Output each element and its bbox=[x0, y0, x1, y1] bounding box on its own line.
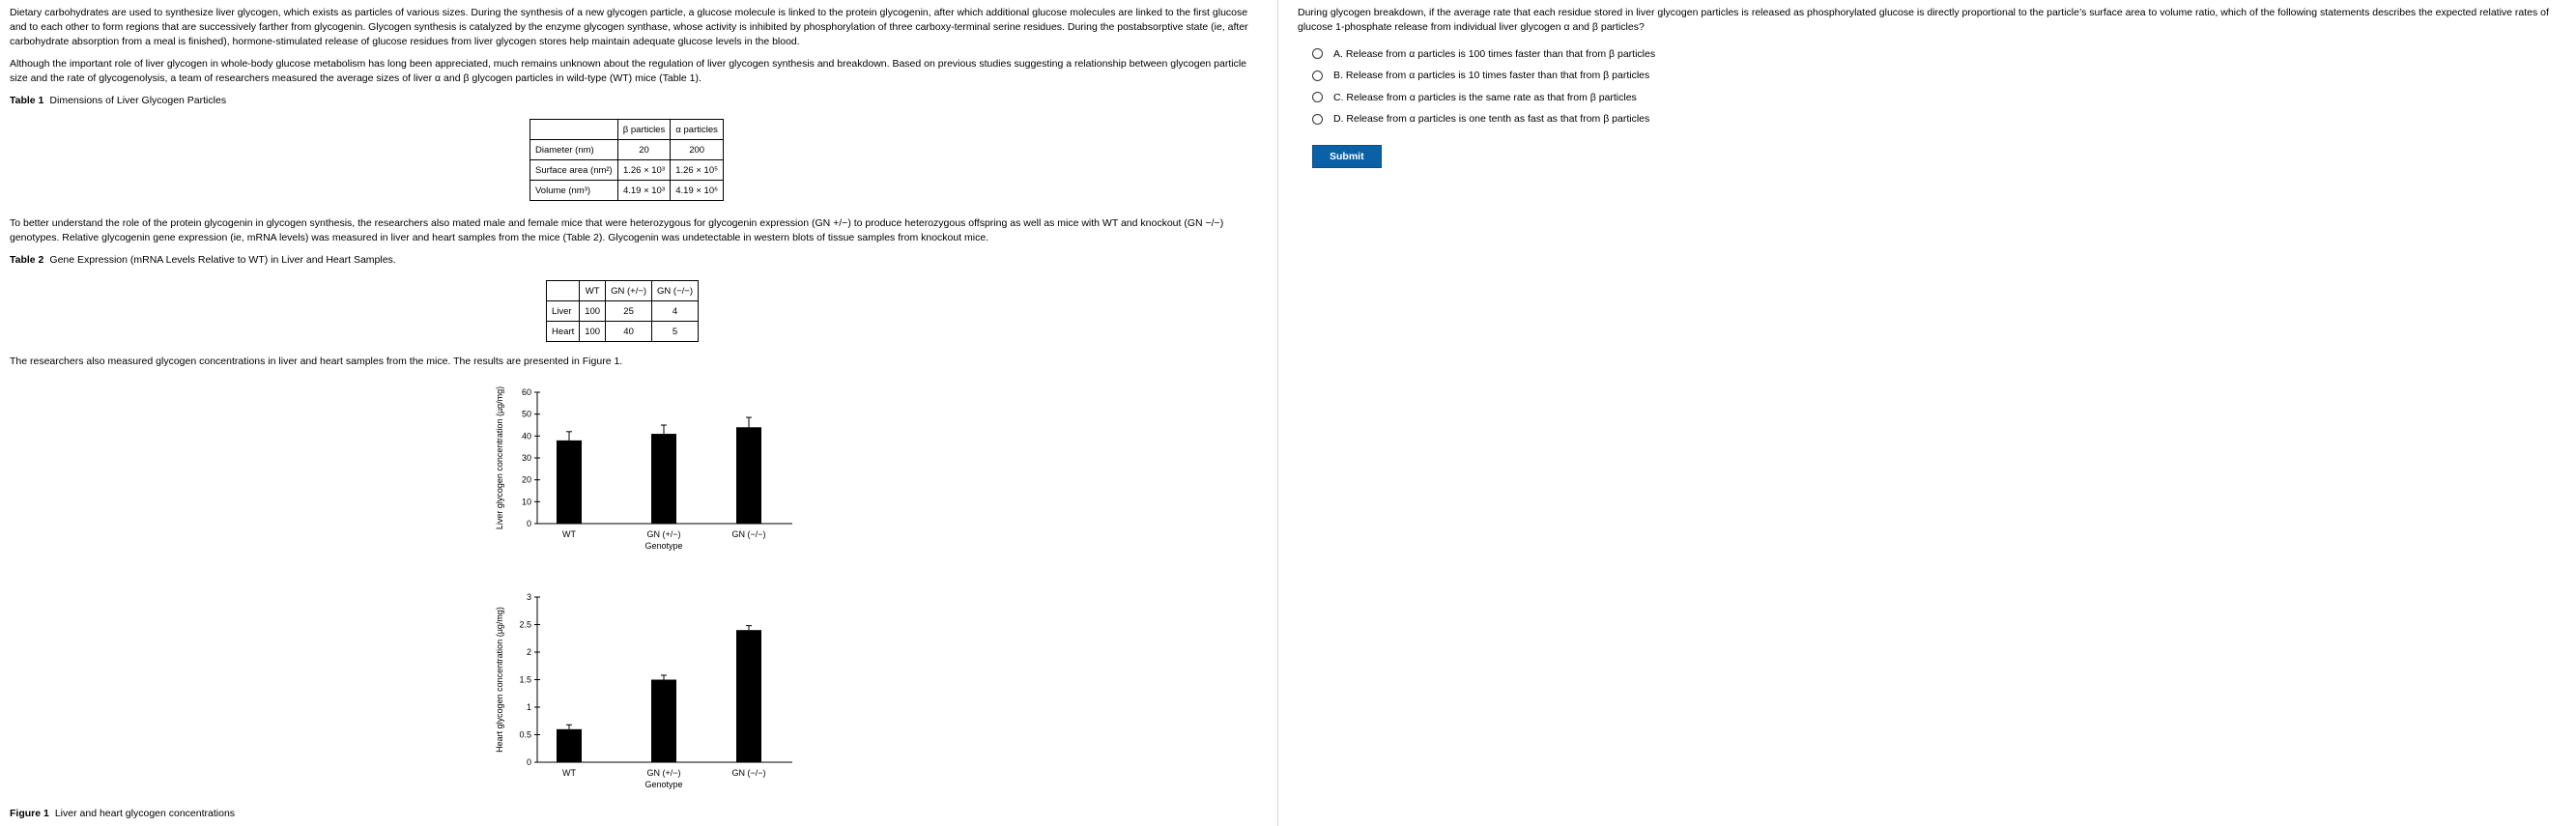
answer-options bbox=[1298, 46, 2563, 127]
bar bbox=[557, 729, 582, 762]
table-1-header-cell: β particles bbox=[617, 120, 670, 140]
y-tick-label: 0 bbox=[526, 519, 531, 528]
answer-option-b[interactable] bbox=[1312, 69, 2563, 83]
table-cell: Volume (nm³) bbox=[530, 181, 618, 201]
option-text: Release from α particles is one tenth as fast as that from β particles bbox=[1346, 113, 1650, 125]
option-letter: B. bbox=[1333, 70, 1343, 81]
y-tick-label: 2.5 bbox=[519, 619, 531, 630]
x-axis-label: Genotype bbox=[644, 541, 683, 551]
y-tick-label: 10 bbox=[521, 497, 531, 507]
heart-glycogen-chart bbox=[483, 585, 802, 801]
y-tick-label: 60 bbox=[521, 387, 531, 397]
passage-paragraph-3: To better understand the role of the protein glycogenin in glycogen synthesis, the researchers also mated male and female mice that were heterozygous for glycogenin expression (GN +/−) to produce heterozygous offspring as well as mice with WT and knockout (GN −/−) genotypes. Relative glycogenin gene expression (ie, mRNA levels) was measured in liver and heart samples from the mice (Table 2). Glycogenin was undetectable in western blots of tissue samples from knockout mice. bbox=[10, 217, 1224, 243]
table-2-header-cell bbox=[547, 281, 580, 301]
table-2-header-cell: GN (+/−) bbox=[606, 281, 652, 301]
table-cell: 20 bbox=[617, 140, 670, 160]
table-1-header-row bbox=[530, 120, 724, 140]
bar bbox=[651, 680, 676, 763]
option-text: Release from α particles is 100 times faster than that from β particles bbox=[1345, 47, 1656, 60]
y-tick-label: 3 bbox=[526, 592, 531, 602]
figure-1-caption bbox=[10, 807, 235, 821]
table-cell: Diameter (nm) bbox=[530, 140, 618, 160]
table-cell: 40 bbox=[606, 322, 652, 342]
radio-button[interactable] bbox=[1312, 92, 1323, 102]
y-tick-label: 0.5 bbox=[519, 729, 531, 740]
table-cell: 25 bbox=[606, 301, 652, 322]
radio-button[interactable] bbox=[1312, 48, 1323, 59]
table-1-header-cell bbox=[530, 120, 618, 140]
table-2 bbox=[546, 280, 699, 342]
question-stem: During glycogen breakdown, if the average rate that each residue stored in liver glycogen particles is released as phosphorylated glucose is directly proportional to the particle’s surface area to volume ratio, which of the following statements describes the expected relative rates of glucose 1-phosphate release from individual liver glycogen α and β particles? bbox=[1298, 7, 2549, 33]
table-1-label: Table 1 bbox=[10, 95, 44, 106]
radio-button[interactable] bbox=[1312, 71, 1323, 81]
bar bbox=[736, 427, 761, 524]
table-2-header-cell: WT bbox=[580, 281, 606, 301]
table-2-title: Gene Expression (mRNA Levels Relative to WT) in Liver and Heart Samples. bbox=[49, 254, 396, 266]
answer-option-c[interactable] bbox=[1312, 90, 2563, 104]
table-cell: 5 bbox=[652, 322, 699, 342]
y-tick-label: 1 bbox=[526, 702, 531, 712]
table-cell: 100 bbox=[580, 301, 606, 322]
table-cell: Heart bbox=[547, 322, 580, 342]
submit-button[interactable]: Submit bbox=[1312, 145, 1382, 168]
panel-divider bbox=[1277, 0, 1278, 826]
table-cell: 4.19 × 10⁶ bbox=[671, 181, 724, 201]
bar bbox=[736, 630, 761, 762]
table-1 bbox=[530, 119, 724, 201]
option-letter: A. bbox=[1333, 47, 1343, 60]
bar bbox=[651, 434, 676, 524]
figure-1-title: Liver and heart glycogen concentrations bbox=[54, 808, 236, 819]
answer-option-d[interactable] bbox=[1312, 112, 2563, 127]
option-letter: D. bbox=[1333, 113, 1344, 125]
passage-paragraph-2: Although the important role of liver glycogen in whole-body glucose metabolism has long been appreciated, much remains unknown about the regulation of liver glycogen synthesis and breakdown. Based on previous studies suggesting a relationship between glycogen particle size and the rate of glycogenolysis, a team of researchers measured the average sizes of liver α and β glycogen particles in wild-type (WT) mice (Table 1). bbox=[10, 58, 1247, 84]
y-tick-label: 0 bbox=[526, 757, 531, 767]
y-tick-label: 40 bbox=[521, 431, 531, 441]
x-axis-label: Genotype bbox=[644, 780, 683, 789]
y-tick-label: 50 bbox=[521, 409, 531, 419]
table-cell: 1.26 × 10³ bbox=[617, 160, 670, 181]
question-panel bbox=[1298, 6, 2563, 168]
x-tick-label: GN (+/−) bbox=[646, 529, 681, 539]
table-1-title: Dimensions of Liver Glycogen Particles bbox=[49, 95, 227, 106]
table-cell: Liver bbox=[547, 301, 580, 322]
x-tick-label: GN (−/−) bbox=[731, 529, 766, 539]
passage-paragraph-1: Dietary carbohydrates are used to synthesize liver glycogen, which exists as particles of various sizes. During the synthesis of a new glycogen particle, a glucose molecule is linked to the protein glycogenin, after which additional glucose molecules are linked to the first glucose and to each other to form regions that are successively farther from glycogenin. Glycogen synthesis is catalyzed by the enzyme glycogen synthase, whose activity is inhibited by phosphorylation of three carboxy-terminal serine residues. During the postabsorptive state (ie, after carbohydrate absorption from a meal is finished), hormone-stimulated release of glucose residues from liver glycogen stores help maintain adequate glucose levels in the blood. bbox=[10, 7, 1248, 47]
table-cell: 200 bbox=[671, 140, 724, 160]
table-2-header-cell: GN (−/−) bbox=[652, 281, 699, 301]
y-axis-label: Heart glycogen concentration (µg/mg) bbox=[495, 607, 504, 753]
table-row bbox=[547, 301, 699, 322]
table-row bbox=[530, 160, 724, 181]
table-row bbox=[530, 181, 724, 201]
table-2-caption bbox=[10, 253, 1266, 268]
table-row bbox=[547, 322, 699, 342]
x-tick-label: GN (+/−) bbox=[646, 768, 681, 778]
figure-1-label: Figure 1 bbox=[10, 808, 49, 819]
table-cell: 100 bbox=[580, 322, 606, 342]
x-tick-label: WT bbox=[562, 529, 576, 539]
x-tick-label: WT bbox=[562, 768, 576, 778]
table-1-header-cell: α particles bbox=[671, 120, 724, 140]
option-letter: C. bbox=[1333, 91, 1344, 103]
y-axis-label: Liver glycogen concentration (µg/mg) bbox=[495, 385, 504, 530]
radio-button[interactable] bbox=[1312, 114, 1323, 125]
x-tick-label: GN (−/−) bbox=[731, 768, 766, 778]
table-row bbox=[530, 140, 724, 160]
table-2-label: Table 2 bbox=[10, 254, 44, 266]
table-cell: 4.19 × 10³ bbox=[617, 181, 670, 201]
table-cell: 1.26 × 10⁵ bbox=[671, 160, 724, 181]
option-text: Release from α particles is the same rate as that from β particles bbox=[1346, 91, 1637, 103]
liver-glycogen-chart bbox=[483, 381, 802, 562]
table-2-header-row bbox=[547, 281, 699, 301]
y-tick-label: 30 bbox=[521, 453, 531, 463]
answer-option-a[interactable] bbox=[1312, 46, 2563, 61]
table-cell: Surface area (nm²) bbox=[530, 160, 618, 181]
option-text: Release from α particles is 10 times faster than that from β particles bbox=[1345, 70, 1650, 81]
passage-paragraph-4: The researchers also measured glycogen concentrations in liver and heart samples from the mice. The results are presented in Figure 1. bbox=[10, 356, 623, 367]
y-tick-label: 2 bbox=[526, 647, 531, 657]
bar bbox=[557, 441, 582, 524]
y-tick-label: 20 bbox=[521, 474, 531, 485]
y-tick-label: 1.5 bbox=[519, 674, 531, 685]
table-1-caption bbox=[10, 94, 1266, 108]
table-cell: 4 bbox=[652, 301, 699, 322]
passage-panel bbox=[10, 6, 1266, 822]
